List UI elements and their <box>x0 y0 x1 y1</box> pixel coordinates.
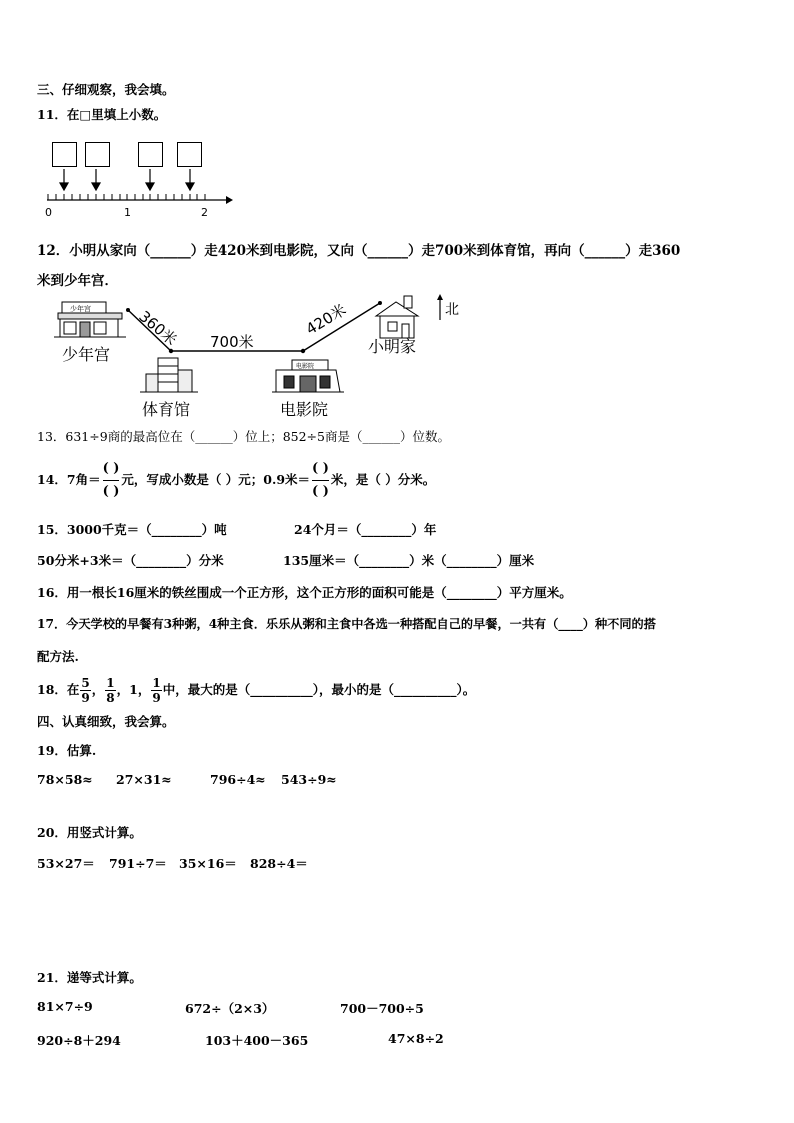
q17-line1: 17．今天学校的早餐有3种粥，4种主食．乐乐从粥和主食中各选一种搭配自己的早餐，一共有（____）种不同的搭 <box>37 617 656 631</box>
tick-label-2: 2 <box>201 206 208 219</box>
label-cinema: 电影院 <box>280 400 329 419</box>
tick-label-0: 0 <box>45 206 52 219</box>
q15-part-d: 135厘米＝（________）米（________）厘米 <box>283 553 535 568</box>
distance-360: 360米 <box>135 307 181 350</box>
fraction-1-8: $\frac{1}{8}$ <box>106 676 115 705</box>
q11-text: 11．在□里填上小数。 <box>37 107 167 122</box>
q20-title: 20．用竖式计算。 <box>37 825 142 840</box>
answer-box[interactable] <box>138 142 163 167</box>
q21-item: 103＋400－365 <box>205 1033 309 1048</box>
q17-line2: 配方法. <box>37 649 79 664</box>
youth-palace-sign: 少年宫 <box>70 305 91 313</box>
q14-prefix: 14．7角＝ <box>37 472 101 487</box>
fraction-1-9: $\frac{1}{9}$ <box>152 676 161 705</box>
label-north: 北 <box>445 302 459 318</box>
label-xiaoming-home: 小明家 <box>368 337 417 356</box>
q16-text: 16．用一根长16厘米的铁丝围成一个正方形，这个正方形的面积可能是（________）平方厘米。 <box>37 585 572 600</box>
q15-part-b: 24个月＝（________）年 <box>294 522 437 537</box>
label-gym: 体育馆 <box>142 400 191 419</box>
fraction-blank[interactable]: ( ) ( ) <box>312 458 329 503</box>
distance-420: 420米 <box>302 300 350 339</box>
q12-line2: 米到少年宫． <box>37 273 118 289</box>
q21-item: 81×7÷9 <box>37 999 93 1014</box>
q20-item: 53×27＝ <box>37 856 95 871</box>
q18-prefix: 18．在 <box>37 682 80 697</box>
q20-item: 791÷7＝ <box>109 856 167 871</box>
route-map <box>40 290 480 420</box>
number-line <box>0 165 260 221</box>
q14-line <box>37 458 435 503</box>
q19-item: 543÷9≈ <box>281 772 337 787</box>
q18-line: 18．在 $\frac{5}{9}$ ， $\frac{1}{8}$ ，1， $\frac{1}{9}$ 中，最大的是（__________），最小的是（__________）。 <box>37 676 476 705</box>
fraction-5-9: $\frac{5}{9}$ <box>81 676 90 705</box>
label-youth-palace: 少年宫 <box>62 345 111 364</box>
distance-700: 700米 <box>210 333 254 351</box>
tick-label-1: 1 <box>124 206 131 219</box>
q14-mid2: 米，是（ ）分米。 <box>330 472 436 487</box>
answer-box[interactable] <box>85 142 110 167</box>
q13-text: 13．631÷9商的最高位在（______）位上；852÷5商是（______）位数。 <box>37 429 450 444</box>
q15-part-a: 15．3000千克＝（________）吨 <box>37 522 227 537</box>
q12-line1: 12．小明从家向（______）走420米到电影院，又向（______）走700米到体育馆，再向（______）走360 <box>37 243 681 259</box>
north-arrow-icon <box>437 294 443 320</box>
fraction-blank[interactable]: ( ) ( ) <box>103 458 120 503</box>
answer-box[interactable] <box>52 142 77 167</box>
q19-title: 19．估算. <box>37 743 97 758</box>
house-icon <box>376 296 418 338</box>
q19-item: 78×58≈ <box>37 772 93 787</box>
q21-item: 672÷（2×3） <box>185 1001 275 1016</box>
answer-box[interactable] <box>177 142 202 167</box>
gym-icon <box>140 358 198 392</box>
q20-item: 35×16＝ <box>179 856 237 871</box>
q14-mid1: 元，写成小数是（ ）元；0.9米＝ <box>121 472 311 487</box>
q21-item: 47×8÷2 <box>388 1031 444 1046</box>
q19-item: 796÷4≈ <box>210 772 266 787</box>
q21-item: 700－700÷5 <box>340 1001 424 1016</box>
q18-suffix: 中，最大的是（__________），最小的是（__________）。 <box>162 682 476 697</box>
q15-part-c: 50分米+3米＝（________）分米 <box>37 553 224 568</box>
cinema-sign: 电影院 <box>296 363 315 370</box>
q20-item: 828÷4＝ <box>250 856 308 871</box>
q19-item: 27×31≈ <box>116 772 172 787</box>
section-4-title: 四、认真细致，我会算。 <box>37 714 175 729</box>
section-3-title: 三、仔细观察，我会填。 <box>37 82 175 97</box>
q21-item: 920÷8＋294 <box>37 1033 121 1048</box>
q21-title: 21．递等式计算。 <box>37 970 142 985</box>
